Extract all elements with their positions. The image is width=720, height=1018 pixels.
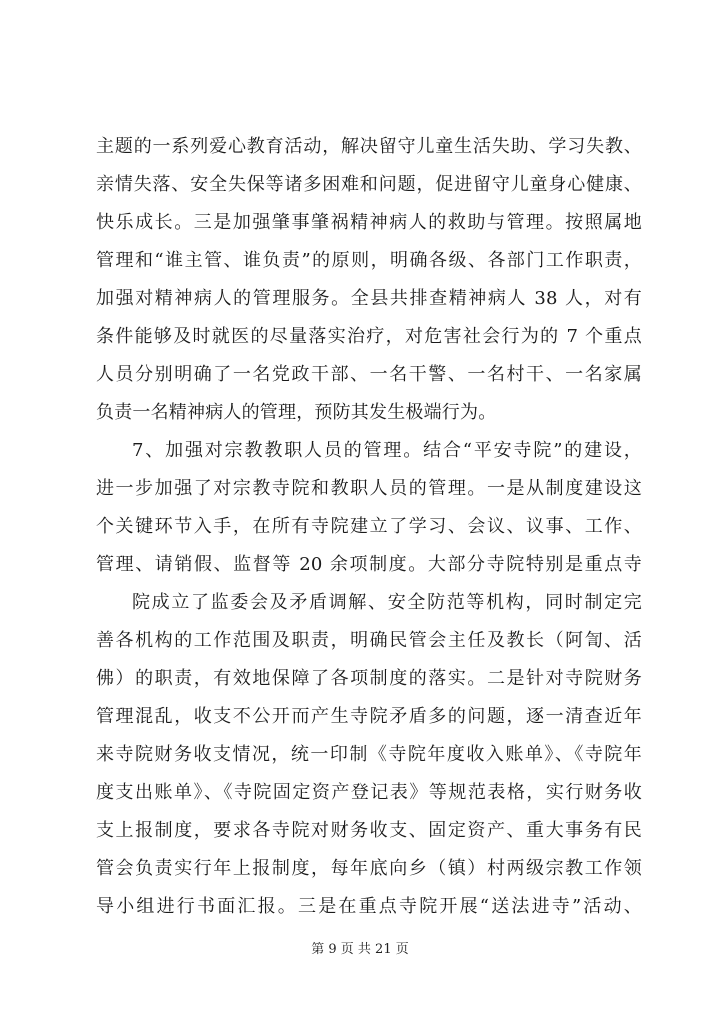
- text-line: 管理、请销假、监督等 20 余项制度。大部分寺院特别是重点寺: [96, 554, 642, 575]
- text-line: 度支出账单》、《寺院固定资产登记表》等规范表格，实行财务收: [96, 782, 642, 803]
- text-line: 人员分别明确了一名党政干部、一名干警、一名村干、一名家属: [96, 364, 642, 385]
- text-line: 院成立了监委会及矛盾调解、安全防范等机构，同时制定完: [132, 592, 642, 613]
- text-line: 佛）的职责，有效地保障了各项制度的落实。二是针对寺院财务: [96, 668, 642, 689]
- page-footer: [0, 938, 720, 957]
- text-line: 善各机构的工作范围及职责，明确民管会主任及教长（阿訇、活: [96, 630, 642, 651]
- text-line: 管理和“谁主管、谁负责”的原则，明确各级、各部门工作职责，: [96, 250, 642, 271]
- text-line: 管会负责实行年上报制度，每年底向乡（镇）村两级宗教工作领: [96, 858, 642, 879]
- text-line: 加强对精神病人的管理服务。全县共排查精神病人 38 人，对有: [96, 288, 642, 309]
- text-line: 快乐成长。三是加强肇事肇祸精神病人的救助与管理。按照属地: [96, 212, 642, 233]
- text-line: 来寺院财务收支情况，统一印制《寺院年度收入账单》、《寺院年: [96, 744, 642, 765]
- text-line: 亲情失落、安全失保等诸多困难和问题，促进留守儿童身心健康、: [96, 174, 642, 195]
- text-line: 导小组进行书面汇报。三是在重点寺院开展“送法进寺”活动、: [96, 896, 642, 917]
- text-line: 支上报制度，要求各寺院对财务收支、固定资产、重大事务有民: [96, 820, 642, 841]
- text-line: 主题的一系列爱心教育活动，解决留守儿童生活失助、学习失教、: [96, 136, 642, 157]
- text-line: 负责一名精神病人的管理，预防其发生极端行为。: [96, 402, 497, 423]
- page-number: 第 9 页 共 21 页: [311, 942, 409, 957]
- text-line: 进一步加强了对宗教寺院和教职人员的管理。一是从制度建设这: [96, 478, 642, 499]
- section-heading-line: 7、加强对宗教教职人员的管理。结合“平安寺院”的建设，: [132, 440, 642, 461]
- text-line: 管理混乱，收支不公开而产生寺院矛盾多的问题，逐一清查近年: [96, 706, 642, 727]
- text-line: 个关键环节入手，在所有寺院建立了学习、会议、议事、工作、: [96, 516, 642, 537]
- body-text: [96, 128, 642, 926]
- text-line: 条件能够及时就医的尽量落实治疗，对危害社会行为的 7 个重点: [96, 326, 642, 347]
